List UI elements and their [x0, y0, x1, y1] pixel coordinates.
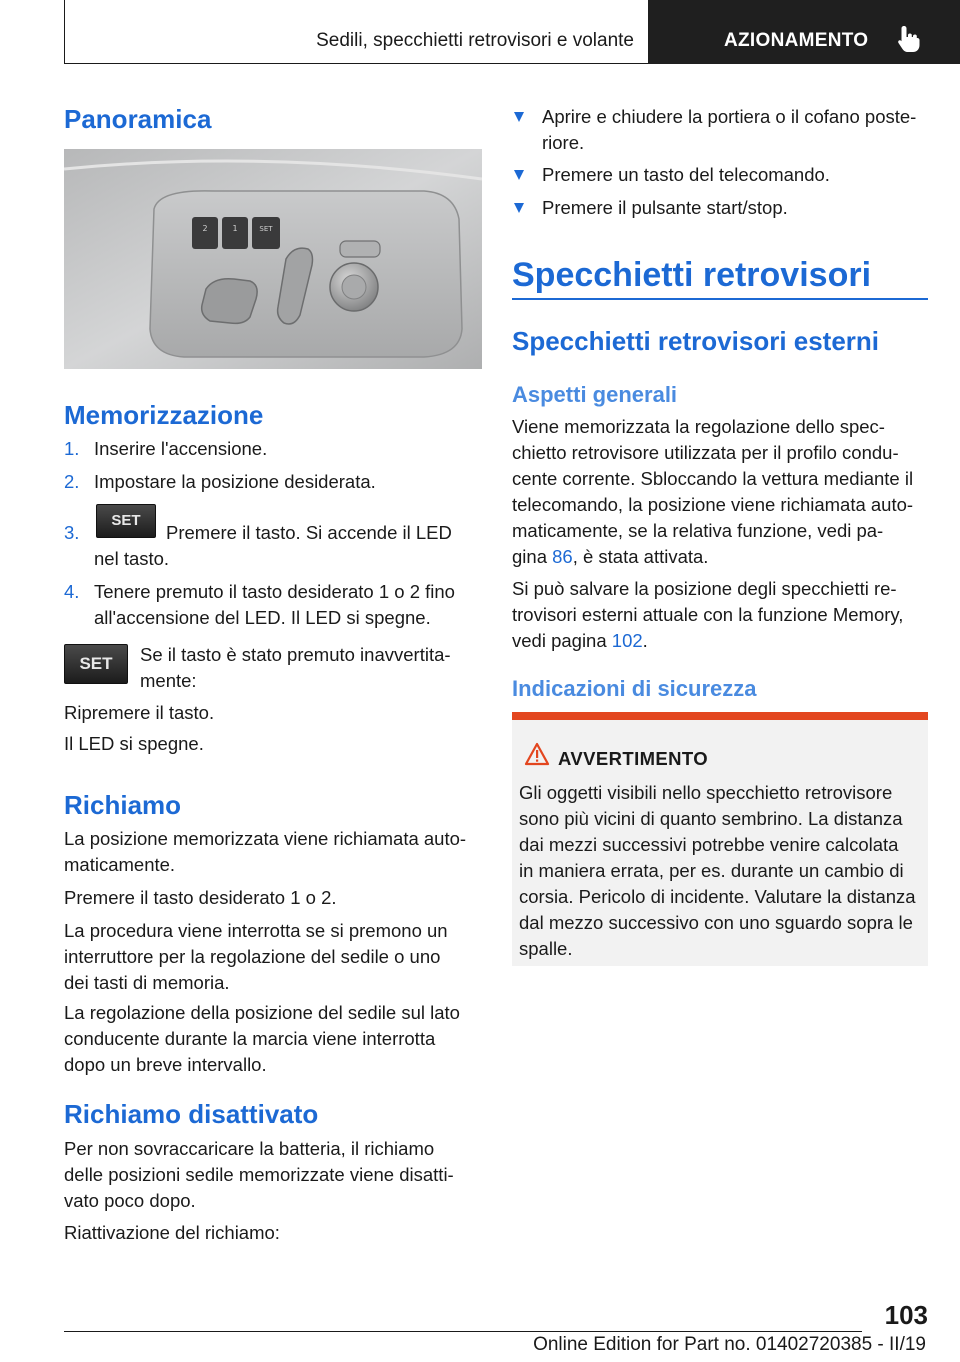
warning-text: Gli oggetti visibili nello specchietto retrovisore: [519, 782, 893, 803]
heading-indicazioni-sicurezza: Indicazioni di sicurezza: [512, 676, 757, 701]
step-text: nel tasto.: [94, 548, 170, 569]
warning-text: corsia. Pericolo di incidente. Valutare la distanza: [519, 886, 916, 907]
warning-text: dai mezzi successivi potrebbe venire calcolata: [519, 834, 899, 855]
step-text: Tenere premuto il tasto desiderato 1 o 2 fino: [94, 581, 455, 602]
body-text: , è stata attivata.: [572, 546, 709, 567]
body-text: .: [642, 630, 648, 651]
bullet-text: Aprire e chiudere la portiera o il cofano poste-: [542, 106, 917, 127]
svg-text:1: 1: [232, 224, 238, 233]
body-text: Ripremere il tasto.: [64, 702, 215, 723]
chapter-title: Sedili, specchietti retrovisori e volante: [316, 30, 634, 51]
section-label: AZIONAMENTO: [724, 30, 869, 51]
step-text: Inserire l'accensione.: [94, 438, 268, 459]
step-number: 2.: [64, 471, 80, 492]
body-text-with-link: [512, 628, 648, 654]
warning-text: sono più vicini di quanto sembrino. La distanza: [519, 808, 903, 829]
warning-triangle-icon: [524, 742, 550, 766]
set-button-icon: SET: [96, 504, 156, 538]
bullet-triangle-icon: [514, 203, 524, 213]
body-text: chietto retrovisore utilizzata per il profilo condu-: [512, 442, 899, 463]
body-text: Riattivazione del richiamo:: [64, 1222, 280, 1243]
warning-text: in maniera errata, per es. durante un cambio di: [519, 860, 904, 881]
body-text: cente corrente. Sbloccando la vettura mediante il: [512, 468, 914, 489]
warning-box: [512, 712, 928, 966]
footer-edition: Online Edition for Part no. 01402720385 - II/19: [533, 1334, 926, 1355]
svg-text:2: 2: [202, 224, 208, 233]
body-text: Premere il tasto desiderato 1 o 2.: [64, 887, 337, 908]
warning-title: AVVERTIMENTO: [558, 748, 709, 769]
bullet-text: Premere un tasto del telecomando.: [542, 164, 830, 185]
page-link-102[interactable]: 102: [611, 630, 643, 651]
body-text: delle posizioni sedile memorizzate viene disatti-: [64, 1164, 454, 1185]
body-text: trovisori esterni attuale con la funzione Memory,: [512, 604, 904, 625]
step-number: 1.: [64, 438, 80, 459]
step-text: Impostare la posizione desiderata.: [94, 471, 376, 492]
body-text: Per non sovraccaricare la batteria, il richiamo: [64, 1138, 435, 1159]
bullet-triangle-icon: [514, 170, 524, 180]
note-text: Se il tasto è stato premuto inavvertita-: [140, 644, 451, 665]
body-text-with-link: [512, 544, 708, 570]
body-text: maticamente, se la relativa funzione, vedi pa-: [512, 520, 884, 541]
body-text: Il LED si spegne.: [64, 733, 204, 754]
body-text: interruttore per la regolazione del sedile o uno: [64, 946, 441, 967]
heading-richiamo-disattivato: Richiamo disattivato: [64, 1099, 319, 1129]
page-link-86[interactable]: 86: [552, 546, 573, 567]
bullet-triangle-icon: [514, 112, 524, 122]
body-text: maticamente.: [64, 854, 176, 875]
step-number: 3.: [64, 522, 80, 543]
bullet-text: Premere il pulsante start/stop.: [542, 197, 788, 218]
heading-aspetti-generali: Aspetti generali: [512, 382, 678, 407]
body-text: vato poco dopo.: [64, 1190, 196, 1211]
body-text: vedi pagina: [512, 630, 607, 651]
heading-richiamo: Richiamo: [64, 790, 182, 820]
footer-rule: [64, 1331, 862, 1332]
hand-pointer-icon: [896, 24, 922, 54]
body-text: La regolazione della posizione del sedile sul lato: [64, 1002, 460, 1023]
body-text: Si può salvare la posizione degli specchietti re-: [512, 578, 897, 599]
body-text: dopo un breve intervallo.: [64, 1054, 267, 1075]
heading-panoramica: Panoramica: [64, 104, 212, 134]
warning-text: spalle.: [519, 938, 573, 959]
heading-rule: [512, 298, 928, 300]
body-text: La procedura viene interrotta se si premono un: [64, 920, 448, 941]
heading-specchietti-retrovisori: Specchietti retrovisori: [512, 256, 872, 294]
page-number: 103: [884, 1300, 928, 1330]
warning-text: dal mezzo successivo con uno sguardo sopra le: [519, 912, 913, 933]
set-button-icon: SET: [64, 644, 128, 684]
heading-memorizzazione: Memorizzazione: [64, 400, 264, 430]
bullet-text: riore.: [542, 132, 585, 153]
body-text: telecomando, la posizione viene richiamata auto-: [512, 494, 914, 515]
body-text: La posizione memorizzata viene richiamata auto-: [64, 828, 467, 849]
header-section-box: [648, 0, 960, 64]
body-text: dei tasti di memoria.: [64, 972, 230, 993]
body-text: gina: [512, 546, 547, 567]
body-text: Viene memorizzata la regolazione dello spec-: [512, 416, 885, 437]
svg-text:SET: SET: [259, 225, 273, 233]
step-text: all'accensione del LED. Il LED si spegne.: [94, 607, 431, 628]
note-text: mente:: [140, 670, 197, 691]
step-number: 4.: [64, 581, 80, 602]
header-chapter-box: [64, 0, 648, 64]
seat-controls-image: [64, 149, 482, 369]
heading-specchietti-esterni: Specchietti retrovisori esterni: [512, 326, 880, 356]
step-text: Premere il tasto. Si accende il LED: [166, 522, 452, 543]
body-text: conducente durante la marcia viene interrotta: [64, 1028, 436, 1049]
